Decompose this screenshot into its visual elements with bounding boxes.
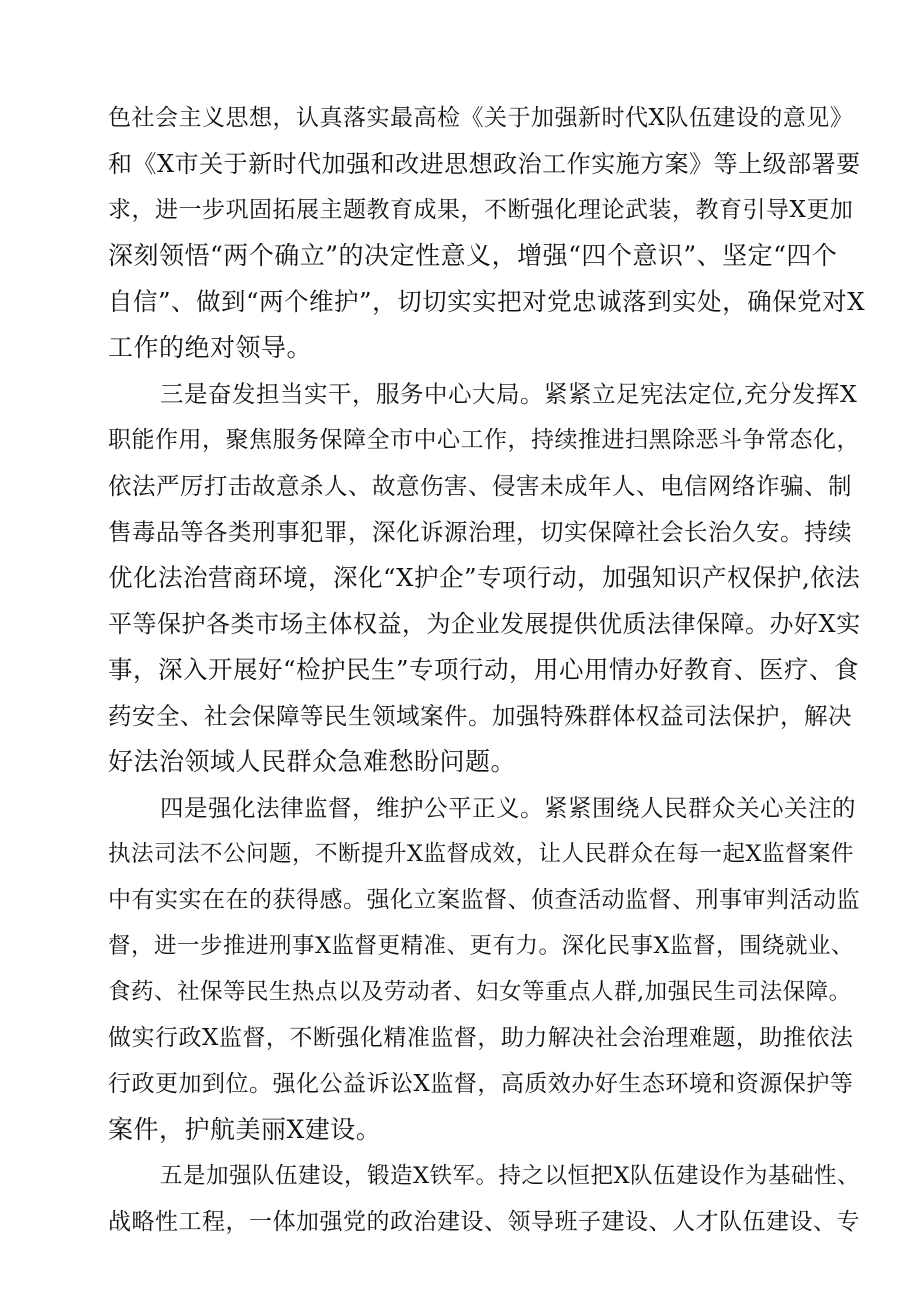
text-line: 战略性工程，一体加强党的政治建设、领导班子建设、人才队伍建设、专 <box>108 1209 860 1235</box>
paragraph-first-line: 三是奋发担当实干，服务中心大局。紧紧立足宪法定位,充分发挥X <box>160 380 858 408</box>
text-line: 好法治领域人民群众急难愁盼问题。 <box>108 747 517 776</box>
text-line: 色社会主义思想，认真落实最高检《关于加强新时代X队伍建设的意见》 <box>108 105 854 131</box>
text-line: 优化法治营商环境，深化“X护企”专项行动，加强知识产权保护,依法 <box>108 563 861 592</box>
text-line: 食药、社保等民生热点以及劳动者、妇女等重点人群,加强民生司法保障。 <box>108 979 852 1005</box>
text-line: 深刻领悟“两个确立”的决定性意义，增强“四个意识”、坚定“四个 <box>108 241 838 270</box>
text-line: 工作的绝对领导。 <box>108 333 313 362</box>
text-line: 行政更加到位。强化公益诉讼X监督，高质效办好生态环境和资源保护等 <box>108 1071 854 1097</box>
text-line: 求，进一步巩固拓展主题教育成果，不断强化理论武装，教育引导X更加 <box>108 197 854 223</box>
text-line: 自信”、做到“两个维护”，切切实实把对党忠诚落到实处，确保党对X <box>108 287 866 316</box>
text-line: 督，进一步推进刑事X监督更精准、更有力。深化民事X监督，围绕就业、 <box>108 933 855 959</box>
paragraph-first-line: 四是强化法律监督，维护公平正义。紧紧围绕人民群众关心关注的 <box>160 794 856 822</box>
text-line: 中有实实在在的获得感。强化立案监督、侦查活动监督、刑事审判活动监 <box>108 887 860 913</box>
text-line: 依法严厉打击故意杀人、故意伤害、侵害未成年人、电信网络诈骗、制 <box>108 472 852 500</box>
text-line: 做实行政X监督，不断强化精准监督，助力解决社会治理难题，助推依法 <box>108 1025 854 1051</box>
text-line: 和《X市关于新时代加强和改进思想政治工作实施方案》等上级部署要 <box>108 150 861 178</box>
text-line: 执法司法不公问题，不断提升X监督成效，让人民群众在每一起X监督案件 <box>108 841 855 867</box>
text-line: 平等保护各类市场主体权益，为企业发展提供优质法律保障。办好X实 <box>108 610 861 638</box>
text-line: 药安全、社会保障等民生领域案件。加强特殊群体权益司法保护，解决 <box>108 702 852 730</box>
text-line: 售毒品等各类刑事犯罪，深化诉源治理，切实保障社会长治久安。持续 <box>108 518 852 546</box>
paragraph-first-line: 五是加强队伍建设，锻造X铁军。持之以恒把X队伍建设作为基础性、 <box>160 1163 861 1189</box>
text-line: 职能作用，聚焦服务保障全市中心工作，持续推进扫黑除恶斗争常态化， <box>108 427 860 453</box>
text-line: 事，深入开展好“检护民生”专项行动，用心用情办好教育、医疗、食 <box>108 655 860 684</box>
text-line: 案件，护航美丽X建设。 <box>108 1115 382 1144</box>
